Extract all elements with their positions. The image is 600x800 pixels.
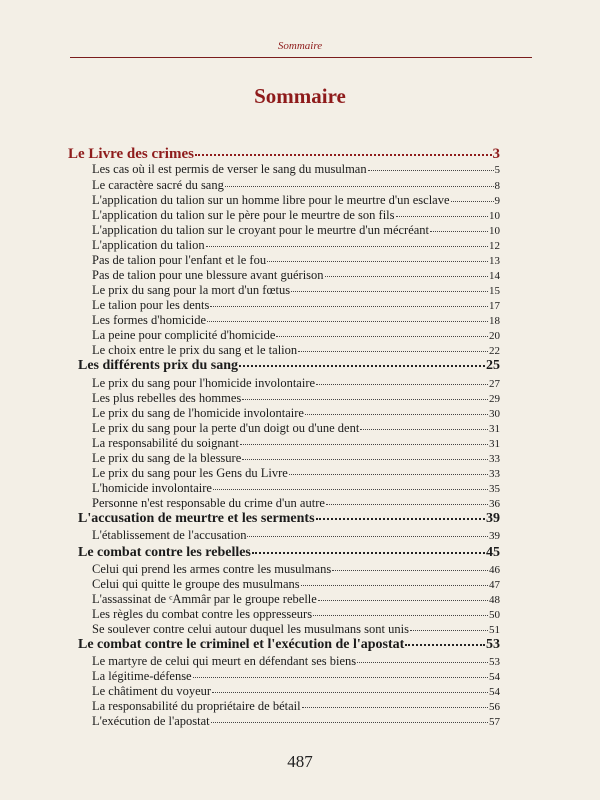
toc-entry-page: 33 (489, 453, 500, 465)
toc-entry (92, 238, 500, 253)
toc-entry-page: 45 (486, 545, 500, 560)
toc-leader-dots (289, 474, 488, 475)
toc-entry-title: Les différents prix du sang (78, 358, 238, 373)
toc-entry (92, 592, 500, 607)
toc-entry-page: 18 (489, 315, 500, 327)
toc-entry-page: 30 (489, 408, 500, 420)
toc-entry-title: La responsabilité du soignant (92, 436, 239, 450)
toc-entry-title: L'exécution de l'apostat (92, 714, 210, 728)
toc-entry (92, 328, 500, 343)
toc-leader-dots (360, 429, 488, 430)
toc-entry-title: Les cas où il est permis de verser le sang du musulman (92, 162, 367, 176)
toc-entry (92, 496, 500, 511)
toc-leader-dots (332, 570, 488, 571)
toc-leader-dots (325, 276, 488, 277)
toc-entry-page: 13 (489, 255, 500, 267)
toc-entry-title: Les formes d'homicide (92, 313, 207, 327)
toc-entry (92, 223, 500, 238)
toc-entry (92, 178, 500, 193)
toc-entry (92, 313, 500, 328)
toc-entry-page: 50 (489, 609, 500, 621)
running-head: Sommaire (277, 40, 323, 52)
toc-leader-dots (247, 536, 488, 537)
toc-entry-title: Le Livre des crimes (68, 146, 194, 162)
toc-entry (92, 436, 500, 451)
toc-entry-page: 31 (489, 423, 500, 435)
toc-leader-dots (318, 600, 488, 601)
toc-entry (92, 481, 500, 496)
toc-entry-title: L'établissement de l'accusation (92, 528, 247, 542)
toc-leader-dots (430, 231, 488, 232)
toc-leader-dots (357, 662, 488, 663)
toc-entry-title: Le prix du sang pour la mort d'un fœtus (92, 283, 291, 297)
toc-entry-page: 47 (489, 579, 500, 591)
toc-leader-dots (207, 321, 488, 322)
toc-entry-page: 48 (489, 594, 500, 606)
toc-entry-page: 9 (494, 195, 500, 207)
toc-entry-title: Celui qui prend les armes contre les musulmans (92, 562, 332, 576)
toc-leader-dots (298, 351, 488, 352)
toc-entry-title: Le choix entre le prix du sang et le talion (92, 343, 298, 357)
toc-entry-title: Se soulever contre celui autour duquel les musulmans sont unis (92, 622, 409, 636)
toc-entry-page: 25 (486, 358, 500, 373)
toc-entry-page: 12 (489, 240, 500, 252)
toc-leader-dots (405, 644, 485, 646)
toc-entry-title: L'application du talion sur un homme libre pour le meurtre d'un esclave (92, 193, 450, 207)
toc-entry-page: 20 (489, 330, 500, 342)
toc-leader-dots (316, 518, 485, 520)
toc-leader-dots (267, 261, 488, 262)
toc-entry (92, 562, 500, 577)
toc-leader-dots (193, 677, 488, 678)
toc-entry-page: 54 (489, 671, 500, 683)
toc-entry-title: Le châtiment du voyeur (92, 684, 212, 698)
toc-entry-page: 54 (489, 686, 500, 698)
toc-entry-page: 5 (494, 164, 500, 176)
toc-entry (92, 714, 500, 729)
toc-entry-title: Le prix du sang de la blessure (92, 451, 242, 465)
toc-entry-page: 31 (489, 438, 500, 450)
toc-leader-dots (302, 707, 488, 708)
toc-leader-dots (240, 444, 488, 445)
toc-chapter-heading (78, 637, 500, 653)
toc-entry (92, 622, 500, 637)
toc-entry (92, 268, 500, 283)
toc-entry-title: Le prix du sang de l'homicide involontaire (92, 406, 304, 420)
page-number: 487 (287, 752, 313, 771)
toc-leader-dots (213, 489, 488, 490)
toc-leader-dots (305, 414, 488, 415)
toc-entry (92, 528, 500, 543)
toc-entry-title: La peine pour complicité d'homicide (92, 328, 276, 342)
toc-leader-dots (252, 552, 485, 554)
toc-entry-title: Pas de talion pour l'enfant et le fou (92, 253, 267, 267)
toc-entry (92, 451, 500, 466)
toc-entry-page: 53 (489, 656, 500, 668)
toc-entry (92, 376, 500, 391)
toc-leader-dots (316, 384, 488, 385)
toc-entry (92, 684, 500, 699)
toc-entry-title: Le talion pour les dents (92, 298, 210, 312)
toc-entry (92, 669, 500, 684)
toc-entry (92, 421, 500, 436)
toc-entry-title: Pas de talion pour une blessure avant guérison (92, 268, 324, 282)
toc-leader-dots (239, 365, 485, 367)
toc-entry (92, 283, 500, 298)
toc-leader-dots (242, 459, 488, 460)
toc-entry-title: L'assassinat de ᶜAmmâr par le groupe rebelle (92, 592, 317, 606)
toc-entry-title: Les plus rebelles des hommes (92, 391, 242, 405)
toc-entry-page: 8 (494, 180, 500, 192)
toc-entry-page: 51 (489, 624, 500, 636)
toc-entry (92, 607, 500, 622)
toc-leader-dots (451, 201, 494, 202)
toc-entry-page: 3 (492, 146, 500, 162)
toc-entry-page: 35 (489, 483, 500, 495)
toc-entry (92, 193, 500, 208)
toc-entry (92, 298, 500, 313)
toc-entry-page: 10 (489, 210, 500, 222)
toc-entry (92, 253, 500, 268)
toc-leader-dots (291, 291, 488, 292)
toc-leader-dots (210, 306, 488, 307)
toc-entry (92, 577, 500, 592)
toc-chapter-heading (78, 358, 500, 374)
toc-entry-page: 14 (489, 270, 500, 282)
toc-entry-page: 33 (489, 468, 500, 480)
toc-entry-title: Les règles du combat contre les oppresseurs (92, 607, 313, 621)
toc-chapter-heading (78, 545, 500, 561)
toc-entry-title: Le prix du sang pour l'homicide involontaire (92, 376, 316, 390)
toc-entry-page: 39 (486, 511, 500, 526)
toc-entry (92, 699, 500, 714)
toc-entry-page: 46 (489, 564, 500, 576)
toc-entry (92, 466, 500, 481)
toc-entry-title: L'application du talion (92, 238, 205, 252)
toc-entry-title: Le combat contre le criminel et l'exécution de l'apostat (78, 637, 405, 652)
toc-leader-dots (276, 336, 488, 337)
toc-leader-dots (211, 722, 488, 723)
page-title: Sommaire (254, 84, 346, 108)
toc-entry-title: Le prix du sang pour la perte d'un doigt ou d'une dent (92, 421, 360, 435)
toc-entry-page: 53 (486, 637, 500, 652)
toc-entry-page: 56 (489, 701, 500, 713)
toc-leader-dots (313, 615, 488, 616)
toc-leader-dots (225, 186, 494, 187)
toc-leader-dots (301, 585, 488, 586)
toc-entry (92, 391, 500, 406)
toc-chapter-heading (78, 511, 500, 527)
toc-entry-title: Celui qui quitte le groupe des musulmans (92, 577, 300, 591)
toc-entry-page: 36 (489, 498, 500, 510)
toc-entry-title: Personne n'est responsable du crime d'un autre (92, 496, 325, 510)
toc-leader-dots (195, 154, 492, 156)
toc-entry-page: 57 (489, 716, 500, 728)
toc-entry (92, 343, 500, 358)
toc-entry (92, 208, 500, 223)
toc-leader-dots (410, 630, 488, 631)
toc-leader-dots (396, 216, 488, 217)
toc-entry-title: La responsabilité du propriétaire de bétail (92, 699, 301, 713)
toc-entry-title: La légitime-défense (92, 669, 192, 683)
toc-leader-dots (212, 692, 488, 693)
toc-entry-title: Le martyre de celui qui meurt en défendant ses biens (92, 654, 357, 668)
toc-entry-page: 17 (489, 300, 500, 312)
toc-entry-title: Le combat contre les rebelles (78, 545, 251, 560)
toc-entry-title: Le caractère sacré du sang (92, 178, 224, 192)
toc-entry-page: 15 (489, 285, 500, 297)
toc-leader-dots (368, 170, 494, 171)
toc-entry-page: 22 (489, 345, 500, 357)
toc-leader-dots (326, 504, 488, 505)
toc-entry-page: 39 (489, 530, 500, 542)
toc-entry-title: L'homicide involontaire (92, 481, 212, 495)
toc-leader-dots (206, 246, 488, 247)
toc-entry-page: 10 (489, 225, 500, 237)
toc-entry-title: L'accusation de meurtre et les serments (78, 511, 315, 526)
toc-entry (92, 406, 500, 421)
toc-entry-title: L'application du talion sur le croyant pour le meurtre d'un mécréant (92, 223, 430, 237)
header-rule (70, 57, 532, 58)
toc-entry-title: L'application du talion sur le père pour le meurtre de son fils (92, 208, 395, 222)
toc-entry (92, 654, 500, 669)
toc-entry-page: 29 (489, 393, 500, 405)
toc-entry-page: 27 (489, 378, 500, 390)
toc-part-heading (68, 146, 500, 163)
toc-leader-dots (242, 399, 488, 400)
toc-entry-title: Le prix du sang pour les Gens du Livre (92, 466, 288, 480)
toc-entry (92, 162, 500, 177)
